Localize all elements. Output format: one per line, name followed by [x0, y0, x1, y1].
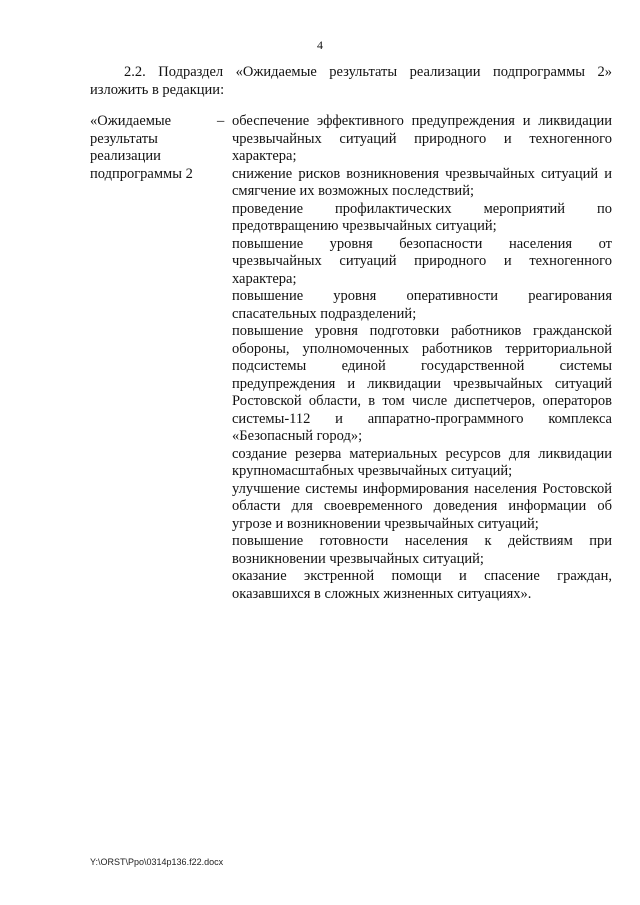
- section-label: [90, 113, 210, 183]
- file-path-footer: Y:\ORST\Ppo\0314p136.f22.docx: [90, 857, 224, 867]
- result-item: создание резерва материальных ресурсов для ликвидации крупномасштабных чрезвычайных ситуаций;: [232, 445, 612, 479]
- section-label-line: подпрограммы 2: [90, 165, 193, 182]
- result-item: оказание экстренной помощи и спасение граждан, оказавшихся в сложных жизненных ситуациях».: [232, 568, 612, 602]
- section-label-line: результаты: [90, 130, 158, 147]
- result-item: повышение уровня подготовки работников гражданской обороны, уполномоченных работников территориальной подсистемы единой государственной системы предупреждения и ликвидации чрезвычайных ситуаций Ростовской области, в том числе диспетчеров, операторов системы-112 и аппаратно-программного комплекса «Безопасный город»;: [232, 323, 612, 444]
- result-item: обеспечение эффективного предупреждения и ликвидации чрезвычайных ситуаций природного и техногенного характера;: [232, 113, 612, 164]
- section-label-line: «Ожидаемые: [90, 113, 172, 129]
- result-item: повышение уровня безопасности населения от чрезвычайных ситуаций природного и техногенного характера;: [232, 235, 612, 287]
- dash-separator: –: [217, 113, 225, 129]
- results-list: [232, 113, 612, 603]
- result-item: улучшение системы информирования населения Ростовской области для своевременного доведения информации об угрозе и возникновении чрезвычайных ситуаций;: [232, 480, 612, 532]
- result-item: снижение рисков возникновения чрезвычайных ситуаций и смягчение их возможных последствий;: [232, 165, 612, 199]
- page-number: 4: [317, 38, 323, 52]
- result-item: повышение уровня оперативности реагирования спасательных подразделений;: [232, 288, 612, 322]
- section-label-line: реализации: [90, 148, 161, 164]
- result-item: проведение профилактических мероприятий по предотвращению чрезвычайных ситуаций;: [232, 200, 612, 234]
- result-item: повышение готовности населения к действиям при возникновении чрезвычайных ситуаций;: [232, 533, 612, 567]
- intro-paragraph: 2.2. Подраздел «Ожидаемые результаты реализации подпрограммы 2» изложить в редакции:: [90, 64, 612, 98]
